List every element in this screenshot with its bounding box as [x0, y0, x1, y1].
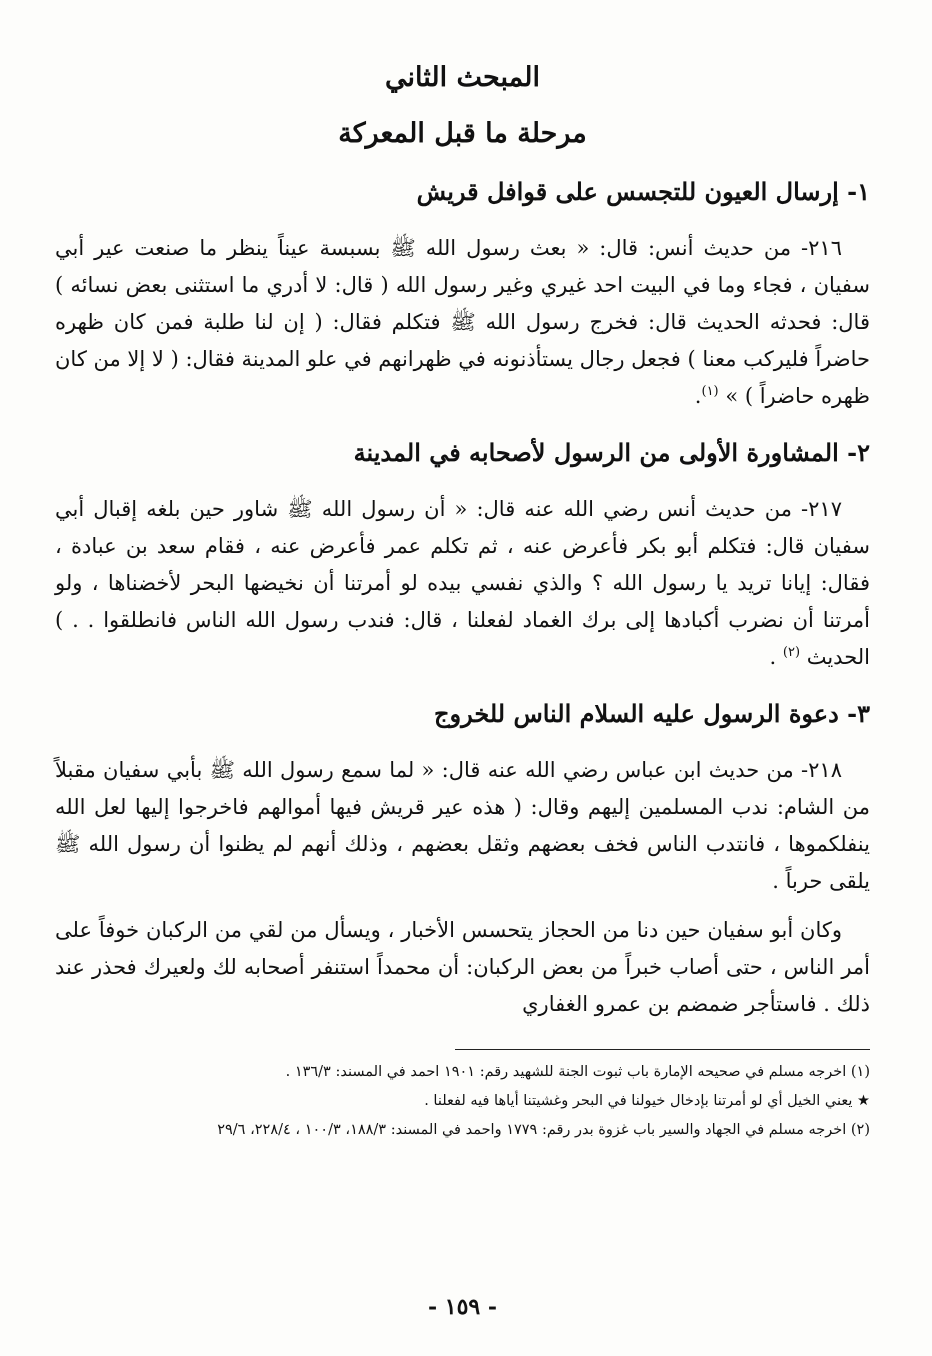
hadith-216-text: ٢١٦- من حديث أنس: قال: « بعث رسول الله ﷺ بسبسة عيناً ينظر ما صنعت عير أبي سفيان ، فجاء وما في البيت احد غيري وغير رسول الله ( قال: لا أدري ما استثنى بعض نسائه ) قال: فحدثه الحديث قال: فخرج رسول الله ﷺ فتكلم فقال: ( إن لنا طلبة فمن كان ظهره حاضراً فليركب معنا ) فجعل رجال يستأذنونه في ظهرانهم في علو المدينة فقال: ( لا إلا من كان ظهره حاضراً ) »	[55, 236, 870, 408]
section-heading-2: ٢- المشاورة الأولى من الرسول لأصحابه في المدينة	[353, 438, 870, 467]
chapter-subtitle: مرحلة ما قبل المعركة	[338, 118, 587, 149]
section-heading-3: ٣- دعوة الرسول عليه السلام الناس للخروج	[434, 699, 870, 728]
section-heading-1: ١- إرسال العيون للتجسس على قوافل قريش	[416, 177, 870, 206]
hadith-217-text: ٢١٧- من حديث أنس رضي الله عنه قال: « أن رسول الله ﷺ شاور حين بلغه إقبال أبي سفيان قال: فتكلم أبو بكر فأعرض عنه ، ثم تكلم عمر فأعرض عنه ، فقام سعد بن عبادة ، فقال: إيانا تريد يا رسول الله ؟ والذي نفسي بيده لو أمرتنا أن نخيضها البحر لأخضناها ، ولو أمرتنا أن نضرب أكبادها إلى برك الغماد لفعلنا ، قال: فندب رسول الله الناس فانطلقوا . . ) الحديث	[55, 497, 870, 669]
hadith-216-end: .	[694, 384, 702, 408]
hadith-217-end: .	[769, 645, 777, 669]
footnote-1: (١) اخرجه مسلم في صحيحه الإمارة باب ثبوت الجنة للشهيد رقم: ١٩٠١ احمد في المسند: ١٣٦/٣ .	[285, 1064, 870, 1080]
book-page	[55, 50, 870, 1320]
chapter-title: المبحث الثاني	[385, 62, 540, 93]
footnote-ref-2: (٢)	[782, 645, 801, 660]
hadith-217	[55, 491, 870, 676]
page-number: - ١٥٩ -	[427, 1294, 498, 1320]
hadith-216	[55, 230, 870, 415]
footnote-ref-1: (١)	[701, 384, 719, 399]
footnote-separator	[455, 1049, 870, 1050]
footnotes	[55, 1060, 870, 1143]
hadith-218	[55, 752, 870, 900]
hadith-218-text: ٢١٨- من حديث ابن عباس رضي الله عنه قال: « لما سمع رسول الله ﷺ بأبي سفيان مقبلاً من الشام: ندب المسلمين إليهم وقال: ( هذه عير قريش فيها أموالهم فاخرجوا إليها لعل الله ينفلكموها ، فانتدب الناس فخف بعضهم وثقل بعضهم ، وذلك أنهم لم يظنوا أن رسول الله ﷺ يلقى حرباً .	[55, 758, 870, 893]
narrative-text: وكان أبو سفيان حين دنا من الحجاز يتحسس الأخبار ، ويسأل من لقي من الركبان خوفاً على أمر الناس ، حتى أصاب خبراً من بعض الركبان: أن محمداً استنفر أصحابه لك ولعيرك فحذر عند ذلك . فاستأجر ضمضم بن عمرو الغفاري	[55, 918, 870, 1016]
narrative-paragraph	[55, 912, 870, 1023]
footnote-2: (٢) اخرجه مسلم في الجهاد والسير باب غزوة بدر رقم: ١٧٧٩ واحمد في المسند: ١٨٨/٣، ١٠٠/٣ ، ٢٢٨/٤، ٢٩/٦	[217, 1122, 870, 1138]
footnote-star: ★ يعني الخيل أي لو أمرتنا بإدخال خيولنا في البحر وغشيتنا أياها فيه لفعلنا .	[424, 1093, 870, 1109]
